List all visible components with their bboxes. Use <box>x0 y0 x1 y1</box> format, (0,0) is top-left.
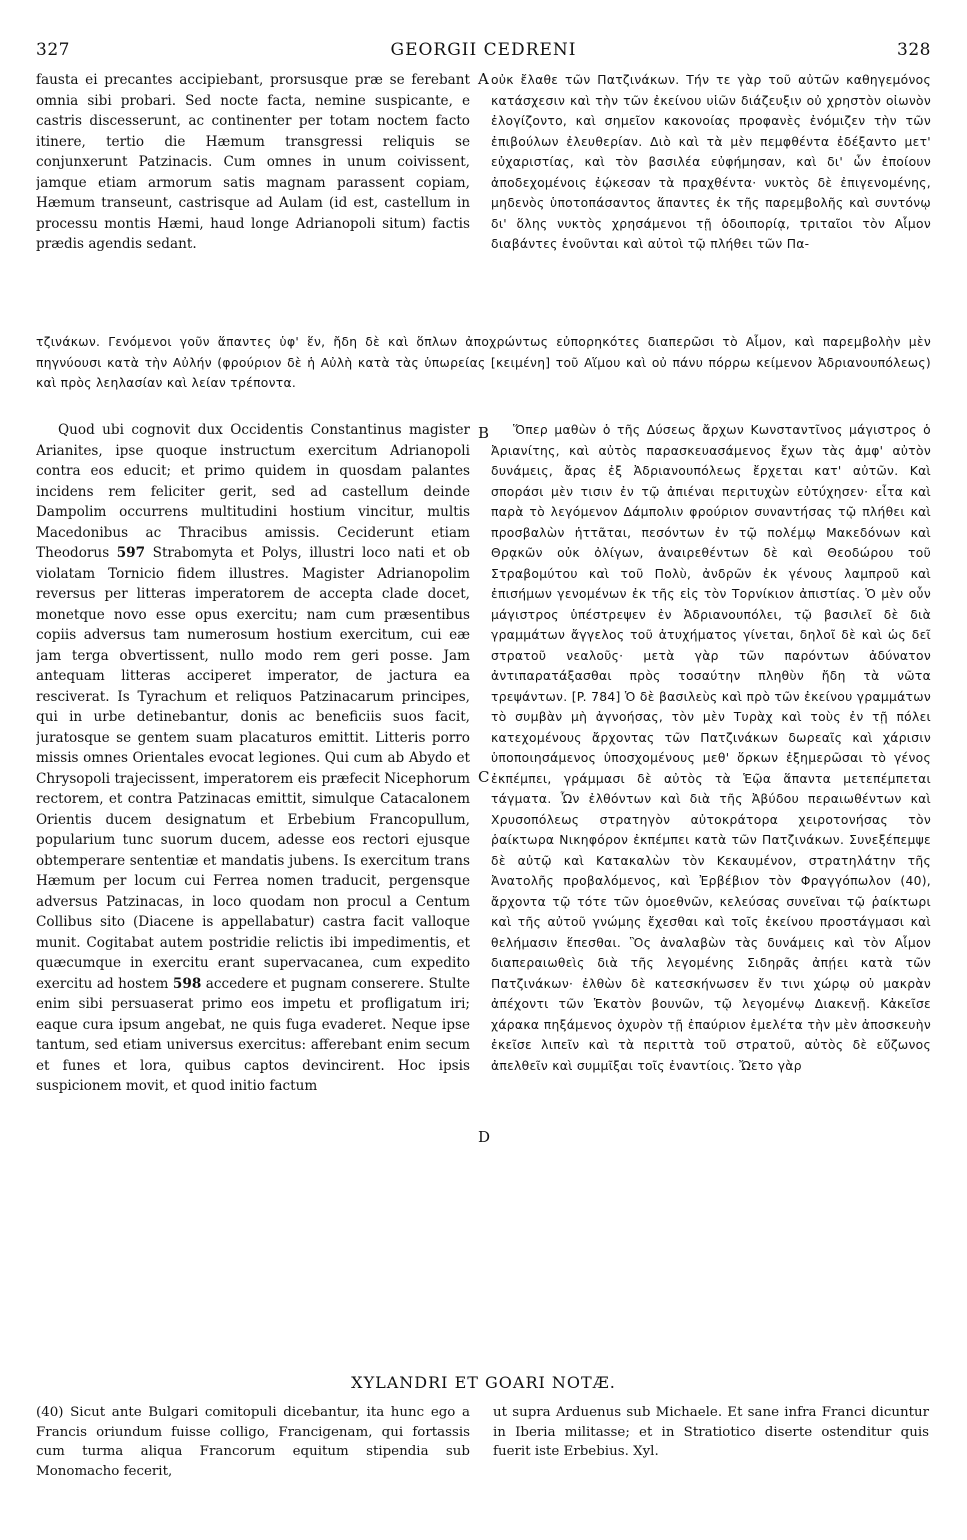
margin-marker-d: D <box>478 1128 491 1146</box>
note-left: (40) Sicut ante Bulgari comitopuli dicebantur, ita hunc ego a Francis oriundum fuisse colligo, Francigenam, qui fortassis cum turma aliqua Francorum equitum stipendia sub Monomacho fecerit, <box>36 1405 470 1479</box>
latin-text-1: Quod ubi cognovit dux Occidentis Constantinus magister Arianites, ipse quoque instructum exercitum Adrianopoli contra eos educit; et primo quidem in quosdam palantes incidens rem feliciter gerit, sed ad castellum deinde Dampolim occurrens multitudini hostium vincitur, multis Macedonibus ac Thracibus amissis. Ceciderunt etiam Theodorus <box>36 422 470 561</box>
running-title: GEORGII CEDRENI <box>390 40 577 60</box>
latin-paragraph-top: fausta ei precantes accipiebant, prorsusque præ se ferebant omnia sibi probari. Sed nocte facta, nemine suspicante, e castris discesserunt, ac continenter per totam noctem facto itinere, tertio die Hæmum transgressi reliquis se conjunxerunt Patzinacis. Cum omnes in unum coivissent, jamque etiam armorum satis magnam parassent copiam, Hæmum transeunt, castrisque ad Aulam (id est, castellum in processu montis Hæmi, haud longe Adrianopoli situm) factis prædis agendis sedant. <box>36 72 470 252</box>
notes-title: XYLANDRI ET GOARI NOTÆ. <box>351 1373 616 1392</box>
margin-marker-c: C <box>478 768 490 786</box>
note-right: ut supra Arduenus sub Michaele. Et sane infra Franci dicuntur in Iberia militasse; et in Stratiotico diserte ostenditur quis fuerit iste Erbebius. Xyl. <box>493 1405 929 1459</box>
latin-column-main <box>36 420 470 1355</box>
page-number-left: 327 <box>36 40 70 60</box>
latin-text-3: accedere et pugnam conserere. Stulte enim sibi persuaserat primo eos impetu et profligatum iri; eaque cura ipsum angebat, ne quis fuga evaderet. Neque ipse tantum, sed etiam universus exercitus: afferebant enim secum et funes et lora, quibus captos devincirent. Hoc ipsis suspicionem movit, et quod initio factum <box>36 975 470 1094</box>
latin-column-top <box>36 70 470 332</box>
greek-full-width <box>36 332 931 418</box>
greek-paragraph-full: τζινάκων. Γενόμενοι γοῦν ἅπαντες ὑφ' ἕν, ἤδη δὲ καὶ ὅπλων ἀποχρώντως εὐπορηκότες διαπερῶσι τὸ Αἷμον, καὶ παρεμβολὴν μὲν πηγνύουσι κατὰ τὴν Αὐλήν (φρούριον δὲ ἡ Αὐλὴ κατὰ τὰς ὑπωρείας [κειμένη] τοῦ Αἵμου καὶ οὐ πάνυ πόρρω κείμενον Ἀδριανουπόλεως) καὶ πρὸς λεηλασίαν καὶ λείαν τρέποντα. <box>36 335 931 390</box>
latin-text-2: Strabomyta et Polys, illustri loco nati et ob violatam Tornicio fidem illustres. Magister Adrianopolim reversus per litteras imperatorem de accepta clade docet, monetque novo esse opus exercitu; nam cum præsentibus copiis adversus tam numerosum hostium exercitum, cui eæ jam terga obvertissent, nullo modo rem geri posse. Jam antequam litteras acciperet imperator, de jactura ea resciverat. Is Tyrachum et reliquos Patzinacarum principes, qui in urbe detinebantur, donis ac beneficiis suos facit, juratosque se gentem suam placaturos emittit. Litteris porro missis omnes Orientales evocat legiones. Qui cum ab Abydo et Chrysopoli trajecissent, imperatorem eis præfecit Nicephorum rectorem, et contra Patzinacas emittit, simulque Catacalonem Orientis ducem designatum et Erbebium Francopullum, popularium tunc suorum ducem, adesse eos rectori ejusque obtemperare sententiæ et mandatis jubens. Is exercitum trans Hæmum per locum cui Ferrea nomen traducit, pergensque adversus Patzinacas, in loco quodam non procul a Centum Collibus sito (Diacene is appellabatur) castra facit valloque munit. Cogitabat autem postridie relictis ibi impedimentis, et quæcumque in exercitu erant supervacanea, cum expedito exercitu ad hostem <box>36 545 470 992</box>
greek-paragraph-main: Ὅπερ μαθὼν ὁ τῆς Δύσεως ἄρχων Κωνσταντῖνος μάγιστρος ὁ Ἀριανίτης, καὶ αὐτὸς παρασκευασάμενος ἔχων τὰς ἀμφ' αὐτὸν δυνάμεις, ἄρας ἐξ Ἀδριανουπόλεως ἔρχεται κατ' αὐτῶν. Καὶ σποράσι μὲν τισιν ἐν τῷ ἀπιέναι περιτυχὼν εὐτύχησεν· εἶτα καὶ παρὰ τὸ λεγόμενον Δάμπολιν φρούριον συναντήσας τῷ πλήθει καὶ προσβαλὼν ἡττᾶται, πεσόντων ἐν τῷ πολέμῳ Μακεδόνων καὶ Θρᾳκῶν οὐκ ὀλίγων, ἀναιρεθέντων δὲ καὶ Θεοδώρου τοῦ Στραβομύτου καὶ τοῦ Πολὺ, ἀνδρῶν ἐκ γένους λαμπροῦ καὶ ἐπισήμων γενομένων ἐκ τῆς εἰς τὸν Τορνίκιον ἀπιστίας. Ὁ μὲν οὖν μάγιστρος ὑπέστρεψεν ἐν Ἀδριανουπόλει, τῷ βασιλεῖ δὲ διὰ γραμμάτων ἄγγελος τοῦ ἀτυχήματος γίνεται, δηλοῖ δὲ καὶ ὡς δεῖ στρατοῦ νεαλοῦς· μετὰ γὰρ τῶν παρόντων ἀδύνατον ἀντιπαρατάξασθαι πρὸς τοσαύτην πληθὺν ἤδη τὰ νῶτα τρεψάντων. [P. 784] Ὁ δὲ βασιλεὺς καὶ πρὸ τῶν ἐκείνου γραμμάτων τὸ συμβὰν μὴ ἀγνοήσας, τὸν μὲν Τυρὰχ καὶ τοὺς ἐν τῇ πόλει κατεχομένους ἄρχοντας τῶν Πατζινάκων δωρεαῖς καὶ χάρισιν ὑποποιησάμενος ὑποσχομένους μεθ' ὅρκων ἐξημερῶσαι τὸ γένος ἐκπέμπει, γράμμασι δὲ αὐτὸς τὰ Ἑῷα ἅπαντα μετεπέμπεται τάγματα. Ὧν ἐλθόντων καὶ διὰ τῆς Ἀβύδου περαιωθέντων καὶ Χρυσοπόλεως στρατηγὸν αὐτοκράτορα χειροτονήσας τὸν ῥαίκτωρα Νικηφόρον ἐκπέμπει κατὰ τῶν Πατζινάκων. Συνεξέπεμψε δὲ αὐτῷ καὶ Κατακαλὼν τὸν Κεκαυμένον, στρατηλάτην τῆς Ἀνατολῆς προβαλόμενος, καὶ Ἐρβέβιον τὸν Φραγγόπωλον (40), ἄρχοντα τῷ τότε τῶν ὁμοεθνῶν, κελεύσας συνεῖναι τῷ ῥαίκτωρι καὶ τῆς αὐτοῦ γνώμης ἔχεσθαι καὶ τοῖς ἐκείνου προστάγμασι καὶ θελήμασιν ἕπεσθαι. Ὃς ἀναλαβὼν τὰς δυνάμεις καὶ τὸν Αἷμον διαπεραιωθεὶς διὰ τῆς λεγομένης Σιδηρᾶς ἀπῄει κατὰ τῶν Πατζινάκων· ἐλθὼν δὲ κατεσκήνωσεν ἔν τινι χώρῳ οὐ μακρὰν ἀπέχοντι τῶν Ἑκατὸν βουνῶν, τῷ λεγομένῳ Διακενῇ. Κἀκεῖσε χάρακα πηξάμενος ὀχυρὸν τῇ ἐπαύριον ἐμελέτα τὴν μὲν ἀποσκευὴν ἐκεῖσε λιπεῖν καὶ τὰ περιττὰ τοῦ στρατοῦ, αὐτὸς δὲ εὔζωνος ἀπελθεῖν καὶ συμμῖξαι τοῖς ἐναντίοις. Ὤετο γὰρ <box>491 423 931 1073</box>
greek-column-main <box>491 420 931 1355</box>
greek-column-top <box>491 70 931 332</box>
page-ref-597: 597 <box>116 545 146 561</box>
greek-paragraph-top: οὐκ ἔλαθε τῶν Πατζινάκων. Τήν τε γὰρ τοῦ αὐτῶν καθηγεμόνος κατάσχεσιν καὶ τὴν τῶν ἐκείνου υἱῶν διάζευξιν οὐ χρηστὸν οἰωνὸν ἐλογίζοντο, καὶ σημεῖον κακονοίας προφανὲς ἐνόμιζεν τὴν τῶν ἐπιβούλων ἐλευθερίαν. Διὸ καὶ τὰ μὲν πεμφθέντα ἐδέξαντο μετ' εὐχαριστίας, καὶ τὸν βασιλέα εὐφήμησαν, καὶ δι' ὧν ἐποίουν ἀποδεχομένοις ἐῴκεσαν τὰ πραχθέντα· νυκτὸς δὲ ἐπιγενομένης, μηδενὸς ὑποτοπάσαντος ἅπαντες ἐκ τῆς παρεμβολῆς καὶ συντόνῳ δι' ὅλης νυκτὸς χρησάμενοι τῇ ὁδοιπορίᾳ, τριταῖοι τὸν Αἷμον διαβάντες ἑνοῦνται καὶ αὐτοὶ τῷ πλήθει τῶν Πα- <box>491 73 931 251</box>
page-ref-598: 598 <box>172 975 202 992</box>
margin-marker-b: B <box>478 424 490 442</box>
page-number-right: 328 <box>897 40 931 60</box>
margin-marker-a: A <box>478 70 489 88</box>
latin-paragraph-main <box>36 420 470 1097</box>
